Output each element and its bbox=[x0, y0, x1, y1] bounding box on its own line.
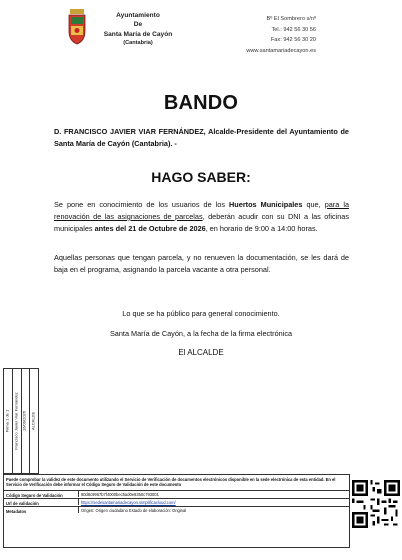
strip-role-text: ALCALDE bbox=[30, 411, 36, 431]
address-text: Bº El Sombrero s/nº bbox=[266, 16, 316, 22]
organization-name bbox=[92, 11, 184, 49]
p1-deadline: antes del 21 de Octubre de 2026 bbox=[94, 223, 206, 233]
signature-strip bbox=[3, 368, 39, 474]
p1-text-a: Se pone en conocimiento de los usuarios de los bbox=[54, 200, 230, 209]
verification-notice: Puede comprobar la validez de este documento utilizando el Servicio de Verificación de documentos electrónicos disponible en la sede electrónica de esta entidad. En el Servicio de Verificación debe informar el Código Seguro de Validación de este documento bbox=[6, 477, 336, 487]
metadata-label: Metadatos bbox=[6, 509, 27, 514]
website-link[interactable]: www.santamariadecayon.es bbox=[246, 47, 316, 54]
date-line: Santa María de Cayón, a la fecha de la firma electrónica bbox=[109, 329, 293, 338]
strip-firma-text: Firma 1 de 1 bbox=[4, 409, 10, 433]
p1-text-g: , en horario de 9:00 a 14:00 horas. bbox=[205, 223, 318, 233]
document-title: BANDO bbox=[163, 92, 239, 114]
strip-signer-text: Francisco Javier Viar Fernández bbox=[13, 392, 19, 450]
notice-paragraph-2: Aquellas personas que tengan parcela, y no renueven la documentación, se les dará de baja en el programa, asignando la parcela vacante a otra personal. bbox=[54, 253, 349, 274]
closing-line: Lo que se ha público para general conocimiento. bbox=[122, 309, 280, 318]
strip-date-text: 16/09/2026 bbox=[21, 410, 27, 432]
qr-code-icon bbox=[352, 480, 400, 528]
csv-value: 80d8c9967b7f4000bec5ad0e9350c793001 bbox=[78, 491, 347, 497]
strip-cell-role bbox=[29, 369, 38, 473]
p1-text-e: , deberán acudir con su DNI a las oficinas municipales bbox=[54, 211, 349, 233]
p1-huertos: Huertos Municipales bbox=[229, 200, 303, 209]
org-line-4: (Cantabria) bbox=[123, 40, 153, 47]
org-line-3: Santa María de Cayón bbox=[103, 30, 173, 38]
metadata-row bbox=[4, 506, 349, 515]
verification-table bbox=[3, 474, 350, 548]
intro-paragraph: D. FRANCISCO JAVIER VIAR FERNÁNDEZ, Alcalde-Presidente del Ayuntamiento de Santa María de Cayón (Cantabria). - bbox=[54, 127, 349, 148]
municipal-crest-icon bbox=[66, 9, 88, 45]
phone-text: Tel.: 942 56 30 56 bbox=[271, 26, 316, 33]
notice-paragraph-1 bbox=[54, 199, 349, 234]
p1-text-c: que, bbox=[302, 200, 325, 209]
p1-renovacion: para la renovación de las asignaciones de parcelas bbox=[54, 200, 350, 221]
fax-text: Fax: 942 56 30 20 bbox=[270, 37, 316, 44]
signature-title: El ALCALDE bbox=[178, 348, 224, 357]
validation-url-link[interactable]: https://sedesantamariadecayon.simplificacloud.com/ bbox=[78, 499, 347, 505]
contact-block bbox=[238, 14, 316, 56]
org-line-1: Ayuntamiento bbox=[116, 12, 160, 19]
csv-label: Código Seguro de Validación bbox=[6, 493, 63, 498]
hago-saber-heading: HAGO SABER: bbox=[151, 169, 251, 185]
org-line-2: De bbox=[133, 21, 143, 29]
metadata-value: Origen: Origen ciudadano Estado de elaboración: Original bbox=[78, 507, 347, 513]
url-label: Url de validación bbox=[6, 501, 39, 506]
